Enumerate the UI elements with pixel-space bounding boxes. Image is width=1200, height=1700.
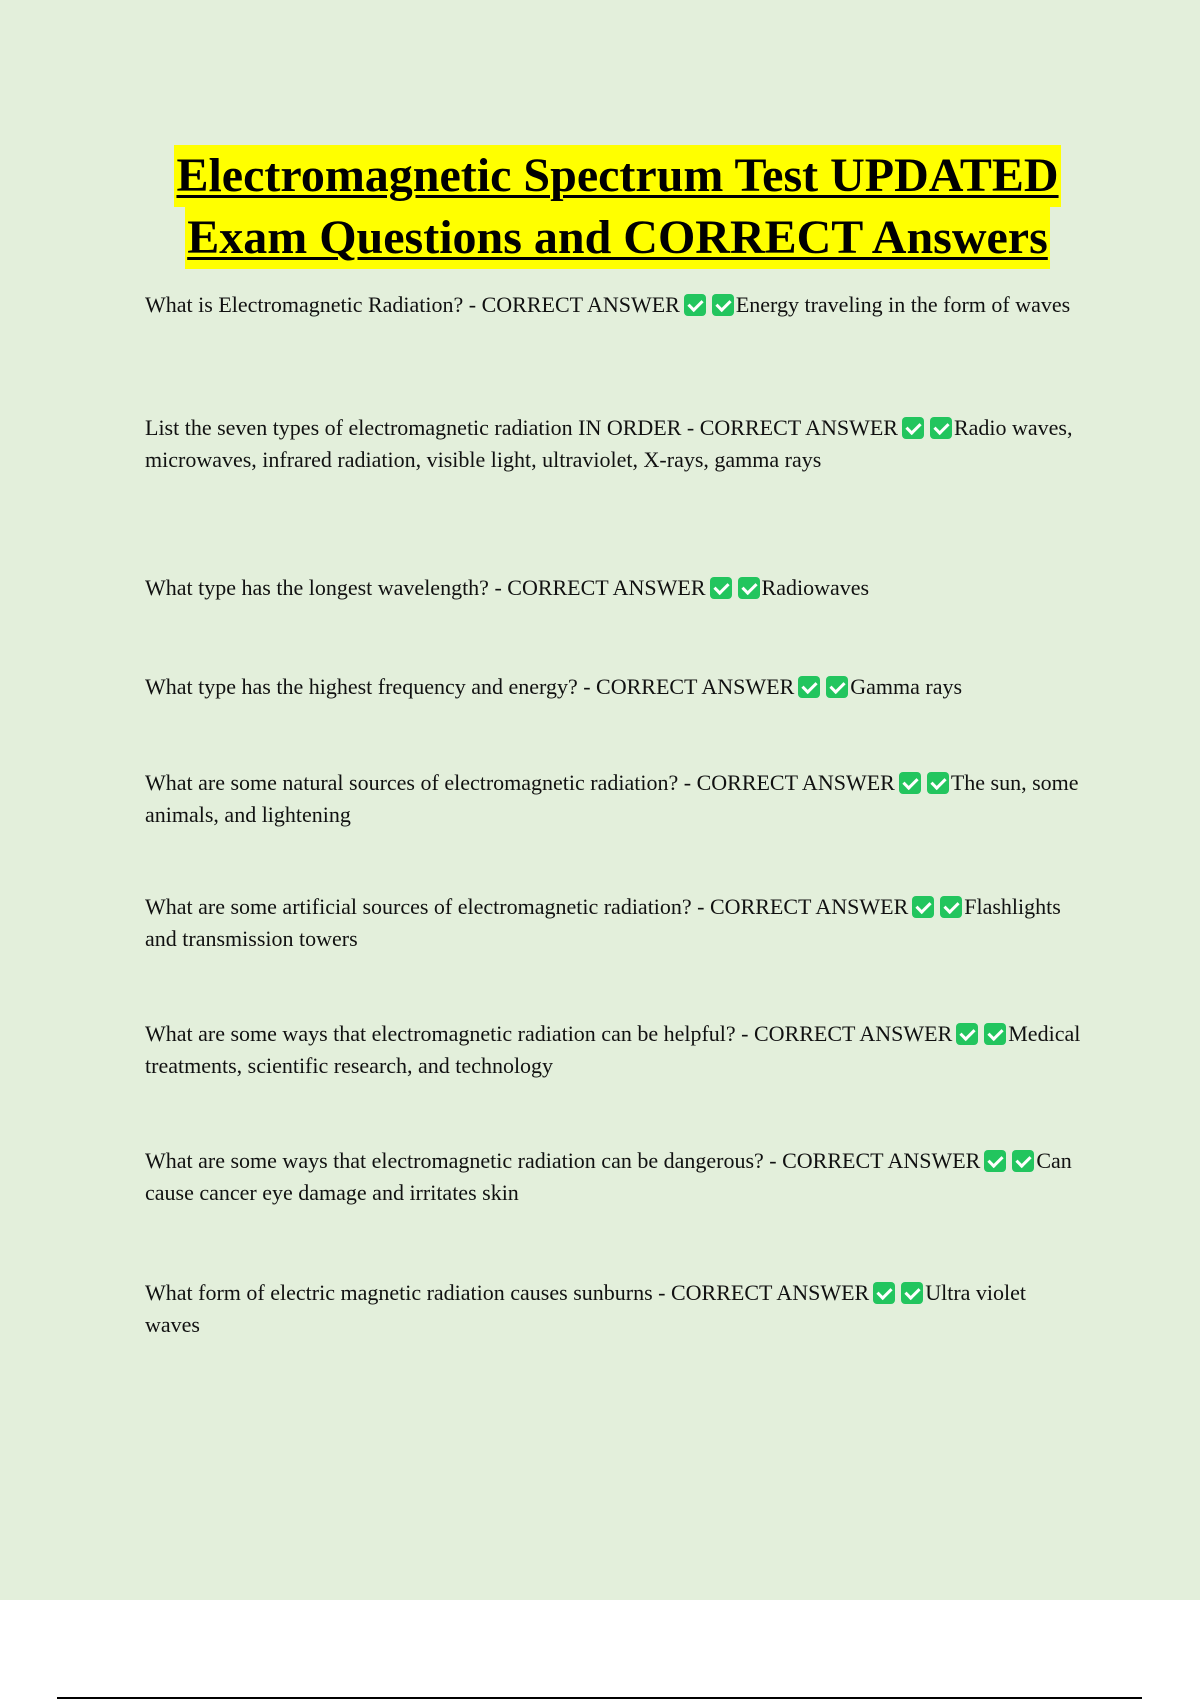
answer-text: Energy traveling in the form of waves — [735, 292, 1071, 317]
question-text: What type has the longest wavelength? - CORRECT ANSWER — [145, 575, 706, 600]
question-text: What form of electric magnetic radiation causes sunburns - CORRECT ANSWER — [145, 1280, 870, 1305]
title-line-1: Electromagnetic Spectrum Test UPDATED — [174, 145, 1060, 207]
check-mark-icon — [798, 676, 820, 698]
qa-item-3 — [145, 572, 1085, 604]
check-mark-icon — [940, 896, 962, 918]
check-mark-icon — [738, 577, 760, 599]
check-mark-icon — [956, 1023, 978, 1045]
check-mark-icon — [1012, 1150, 1034, 1172]
check-mark-icon — [712, 294, 734, 316]
qa-item-1 — [145, 289, 1085, 321]
check-mark-icon — [901, 1282, 923, 1304]
qa-item-5 — [145, 767, 1085, 831]
check-mark-icon — [826, 676, 848, 698]
question-text: What are some ways that electromagnetic radiation can be helpful? - CORRECT ANSWER — [145, 1021, 953, 1046]
answer-text: Flashlights and transmission towers — [145, 894, 1061, 951]
qa-item-6 — [145, 891, 1085, 955]
qa-item-7 — [145, 1018, 1085, 1082]
answer-text: Gamma rays — [850, 674, 963, 699]
answer-text: Can cause cancer eye damage and irritates skin — [145, 1148, 1072, 1205]
question-text: What is Electromagnetic Radiation? - CORRECT ANSWER — [145, 292, 680, 317]
check-mark-icon — [927, 772, 949, 794]
qa-item-4 — [145, 671, 1085, 703]
check-mark-icon — [710, 577, 732, 599]
answer-text: Medical treatments, scientific research, and technology — [145, 1021, 1081, 1078]
title-line-2: Exam Questions and CORRECT Answers — [185, 207, 1050, 269]
question-text: What are some natural sources of electromagnetic radiation? - CORRECT ANSWER — [145, 770, 895, 795]
answer-text: The sun, some animals, and lightening — [145, 770, 1079, 827]
check-mark-icon — [984, 1150, 1006, 1172]
check-mark-icon — [930, 417, 952, 439]
qa-item-9 — [145, 1277, 1085, 1341]
question-text: What are some ways that electromagnetic radiation can be dangerous? - CORRECT ANSWER — [145, 1148, 981, 1173]
question-text: What are some artificial sources of electromagnetic radiation? - CORRECT ANSWER — [145, 894, 909, 919]
question-text: List the seven types of electromagnetic radiation IN ORDER - CORRECT ANSWER — [145, 415, 898, 440]
check-mark-icon — [912, 896, 934, 918]
qa-item-2 — [145, 412, 1085, 476]
answer-text: Radiowaves — [761, 575, 870, 600]
check-mark-icon — [902, 417, 924, 439]
check-mark-icon — [899, 772, 921, 794]
answer-text: Radio waves, microwaves, infrared radiation, visible light, ultraviolet, X-rays, gamma rays — [145, 415, 1073, 472]
page-title — [0, 145, 1200, 269]
check-mark-icon — [984, 1023, 1006, 1045]
question-text: What type has the highest frequency and energy? - CORRECT ANSWER — [145, 674, 795, 699]
qa-item-8 — [145, 1145, 1085, 1209]
answer-text: Ultra violet waves — [145, 1280, 1027, 1337]
check-mark-icon — [873, 1282, 895, 1304]
footer-divider — [57, 1697, 1142, 1699]
check-mark-icon — [684, 294, 706, 316]
